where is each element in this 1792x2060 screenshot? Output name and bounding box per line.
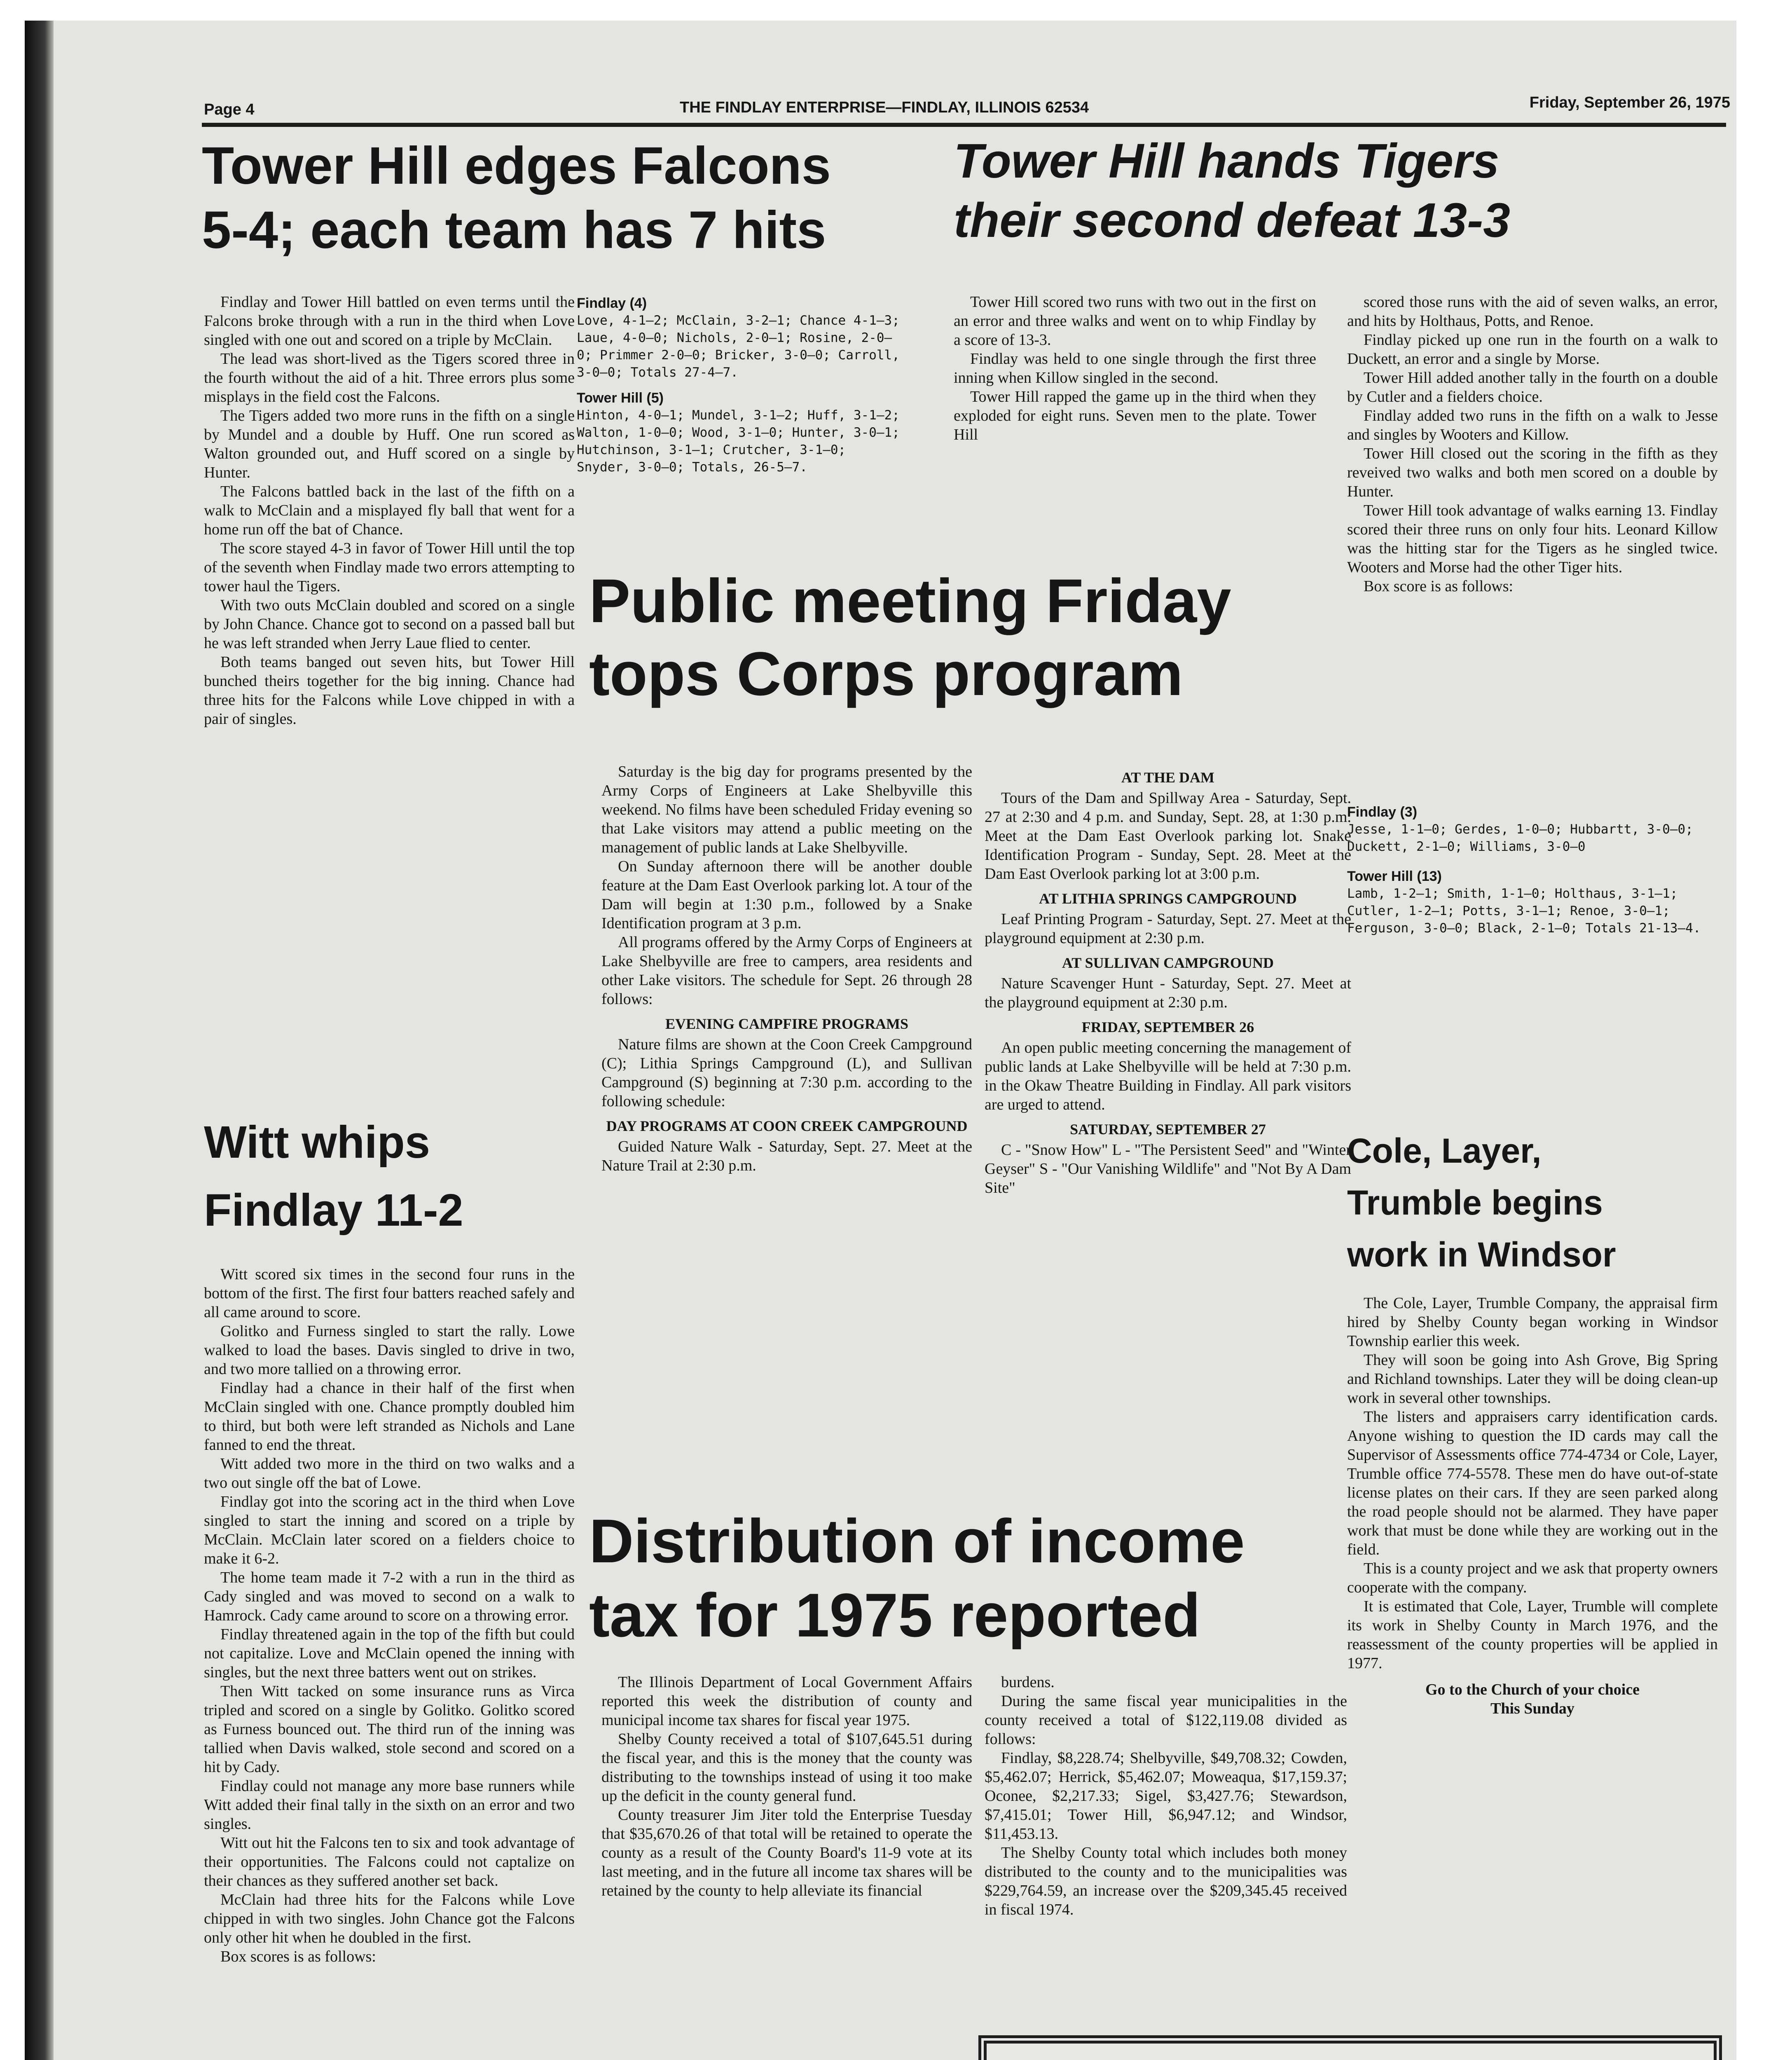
falcons-story: Findlay and Tower Hill battled on even terms until the Falcons broke through with a run in the third when Love singled with one out and scored on a triple by McClain. The lead was short-lived as the Tigers scored three in the fourth without the aid of a hit. Three errors plus some misplays in the field cost the Falcons. The Tigers added two more runs in the fifth on a single by Mundel and a double by Huff. One run scored as Walton grounded out, and Huff scored on a single by Hunter. The Falcons battled back in the last of the fifth on a walk to McClain and a misplayed fly ball that went for a home run off the bat of Chance. The score stayed 4-3 in favor of Tower Hill until the top of the seventh when Findlay made two errors attempting to tower haul the Tigers. With two outs McClain doubled and scored on a single by John Chance. Chance got to second on a passed ball but he was left stranded when Jerry Laue flied to center. Both teams banged out seven hits, but Tower Hill bunched theirs together for the big inning. Chance had three hits for the Falcons while Love chipped in with a pair of singles. (204, 293, 575, 728)
newspaper-page (25, 21, 1736, 2060)
windsor-headline: Cole, Layer, Trumble begins work in Windsor (1347, 1131, 1616, 1274)
page-number: Page 4 (204, 101, 255, 118)
tigers-story-col2: scored those runs with the aid of seven walks, an error, and hits by Holthaus, Potts, and Renoe. Findlay picked up one run in the fourth on a walk to Duckett, an error and a single by Morse. Tower Hill added another tally in the fourth on a double by Cutler and a fielders choice. Findlay added two runs in the fifth on a walk to Jesse and singles by Wooters and Killow. Tower Hill closed out the scoring in the fifth as they reveived two walks and both men scored on a double by Hunter. Tower Hill took advantage of walks earning 13. Findlay scored their three runs on only four hits. Leonard Killow was the hitting star for the Tigers as he singled twice. Wooters and Morse had the other Tiger hits. Box score is as follows: (1347, 293, 1718, 595)
witt-story: Witt scored six times in the second four runs in the bottom of the first. The first four batters reached safely and all came around to score. Golitko and Furness singled to start the rally. Lowe walked to load the bases. Davis singled to drive in two, and two more tallied on a throwing error. Findlay had a chance in their half of the first when McClain singled with one. Chance promptly doubled him to third, but both were left stranded as Nichols and Lane fanned to end the threat. Witt added two more in the third on two walks and a two out single off the bat of Lowe. Findlay got into the scoring act in the third when Love singled to start the inning and scored on a triple by McClain. McClain later scored on a fielders choice to make it 6-2. The home team made it 7-2 with a run in the third as Cady singled and was moved to second on a walk to Hamrock. Cady came around to score on a throwing error. Findlay threatened again in the top of the fifth but could not capitalize. Love and McClain opened the inning with singles, but the next three batters went out on strikes. Then Witt tacked on some insurance runs as Virca tripled and scored on a single by Golitko. Golitko scored as Furness bounced out. The third run of the inning was tallied when Davis walked, stole second and scored on a hit by Cady. Findlay could not manage any more base runners while Witt added their final tally in the sixth on an error and two singles. Witt out hit the Falcons ten to six and took advantage of their opportunities. The Falcons could not captalize on their chances as they suffered another set back. McClain had three hits for the Falcons while Love chipped in with two singles. John Chance got the Falcons only other hit when he doubled in the first. Box scores is as follows: (204, 1266, 575, 1965)
corps-story-col1: Saturday is the big day for programs presented by the Army Corps of Engineers at Lake Shelbyville this weekend. No films have been scheduled Friday evening so that Lake visitors may attend a public meeting on the management of public lands at Lake Shelbyville. On Sunday afternoon there will be another double feature at the Dam East Overlook parking lot. A tour of the Dam will begin at 1:30 p.m., followed by a Snake Identification program at 3 p.m. All programs offered by the Army Corps of Engineers at Lake Shelbyville are free to campers, area residents and other Lake visitors. The schedule for Sept. 26 through 28 follows: EVENING CAMPFIRE PROGRAMS Nature films are shown at the Coon Creek Campground (C); Lithia Springs Campground (L), and Sullivan Campground (S) beginning at 7:30 p.m. according to the following schedule: DAY PROGRAMS AT COON CREEK CAMPGROUND Guided Nature Walk - Saturday, Sept. 27. Meet at the Nature Trail at 2:30 p.m. (601, 763, 972, 1174)
masthead-date: Friday, September 26, 1975 (1529, 94, 1730, 111)
income-story-col2: burdens. During the same fiscal year municipalities in the county received a total of $122,119.08 divided as follows: Findlay, $8,228.74; Shelbyville, $49,708.32; Cowden, $5,462.07; Herrick, $5,462.07; Moweaqua, $17,159.37; Oconee, $2,217.33; Sigel, $3,427.76; Stewardson, $7,415.01; Tower Hill, $6,947.12; and Windsor, $11,453.13. The Shelby County total which includes both money distributed to the county and to the municipalities was $229,764.59, an increase over the $209,345.45 received in fiscal 1974. (985, 1674, 1347, 1918)
masthead-paper: THE FINDLAY ENTERPRISE—FINDLAY, ILLINOIS 62534 (680, 99, 1089, 116)
witt-headline: Witt whips Findlay 11-2 (204, 1117, 463, 1236)
tigers-headline: Tower Hill hands Tigers their second defeat 13-3 (954, 134, 1510, 248)
masthead-rule (202, 123, 1726, 127)
falcons-box-score: Findlay (4) Love, 4-1—2; McClain, 3-2—1; Chance 4-1—3; Laue, 4-0—0; Nichols, 2-0—1; Rosine, 2-0—0; Primmer 2-0—0; Bricker, 3-0—0; Carroll, 3-0—0; Totals 27-4—7. Tower Hill (5) Hinton, 4-0—1; Mundel, 3-1—2; Huff, 3-1—2; Walton, 1-0—0; Wood, 3-1—0; Hunter, 3-0—1; Hutchinson, 3-1—1; Crutcher, 3-1—0; Snyder, 3-0—0; Totals, 26-5—7. (577, 295, 900, 475)
corps-story-col2: AT THE DAM Tours of the Dam and Spillway Area - Saturday, Sept. 27 at 2:30 and 4 p.m. and Sunday, Sept. 28, at 1:30 p.m. Meet at the Dam East Overlook parking lot. Snake Identification Program - Sunday, Sept. 28. Meet at the Dam East Overlook parking lot at 3:00 p.m. AT LITHIA SPRINGS CAMPGROUND Leaf Printing Program - Saturday, Sept. 27. Meet at the playground equipment at 2:30 p.m. AT SULLIVAN CAMPGROUND Nature Scavenger Hunt - Saturday, Sept. 27. Meet at the playground equipment at 2:30 p.m. FRIDAY, SEPTEMBER 26 An open public meeting concerning the management of public lands at Lake Shelbyville will be held at 7:30 p.m. in the Okaw Theatre Building in Findlay. All park visitors are urged to attend. SATURDAY, SEPTEMBER 27 C - "Snow How" L - "The Persistent Seed" and "Winter Geyser" S - "Our Vanishing Wildlife" and "Not By A Dam Site" (985, 769, 1351, 1196)
income-headline: Distribution of income tax for 1975 reported (589, 1506, 1245, 1650)
falcons-headline: Tower Hill edges Falcons 5-4; each team has 7 hits (202, 136, 831, 260)
tigers-story-col1: Tower Hill scored two runs with two out in the first on an error and three walks and went on to whip Findlay by a score of 13-3. Findlay was held to one single through the first three inning when Killow singled in the second. Tower Hill rapped the game up in the third when they exploded for eight runs. Seven men to the plate. Tower Hill (954, 293, 1316, 443)
corps-headline: Public meeting Friday tops Corps program (589, 566, 1231, 708)
tigers-box-score: Findlay (3) Jesse, 1-1—0; Gerdes, 1-0—0; Hubbartt, 3-0—0; Duckett, 2-1—0; Williams, 3-0—0 Tower Hill (13) Lamb, 1-2—1; Smith, 1-1—0; Holthaus, 3-1—1; Cutler, 1-2—1; Potts, 3-1—1; Renoe, 3-0—1; Ferguson, 3-0—0; Black, 2-1—0; Totals 21-13—4. (1347, 804, 1701, 936)
steak-supper-ad (978, 2035, 1722, 2060)
windsor-story: The Cole, Layer, Trumble Company, the appraisal firm hired by Shelby County began working in Windsor Township earlier this week. They will soon be going into Ash Grove, Big Spring and Richland townships. Later they will be doing clean-up work in several other townships. The listers and appraisers carry identification cards. Anyone wishing to question the ID cards may call the Supervisor of Assessments office 774-4734 or Cole, Layer, Trumble office 774-5578. These men do have out-of-state license plates on their cars. If they are seen parked along the road people should not be alarmed. They have paper work that must be done while they are working out in the field. This is a county project and we ask that property owners cooperate with the company. It is estimated that Cole, Layer, Trumble will complete its work in Shelby County in March 1976, and the reassessment of the county properties will be applied in 1977. Go to the Church of your choice This Sunday (1347, 1295, 1718, 1717)
income-story-col1: The Illinois Department of Local Government Affairs reported this week the distribution of county and municipal income tax shares for fiscal year 1975. Shelby County received a total of $107,645.51 during the fiscal year, and this is the money that the county was distributing to the townships instead of using it too make up the deficit in the county general fund. County treasurer Jim Jiter told the Enterprise Tuesday that $35,670.26 of that total will be retained to operate the county as a result of the County Board's 11-9 vote at its last meeting, and in the future all income tax shares will be retained by the county to help alleviate its financial (601, 1674, 972, 1899)
binding-shadow (25, 21, 54, 2060)
